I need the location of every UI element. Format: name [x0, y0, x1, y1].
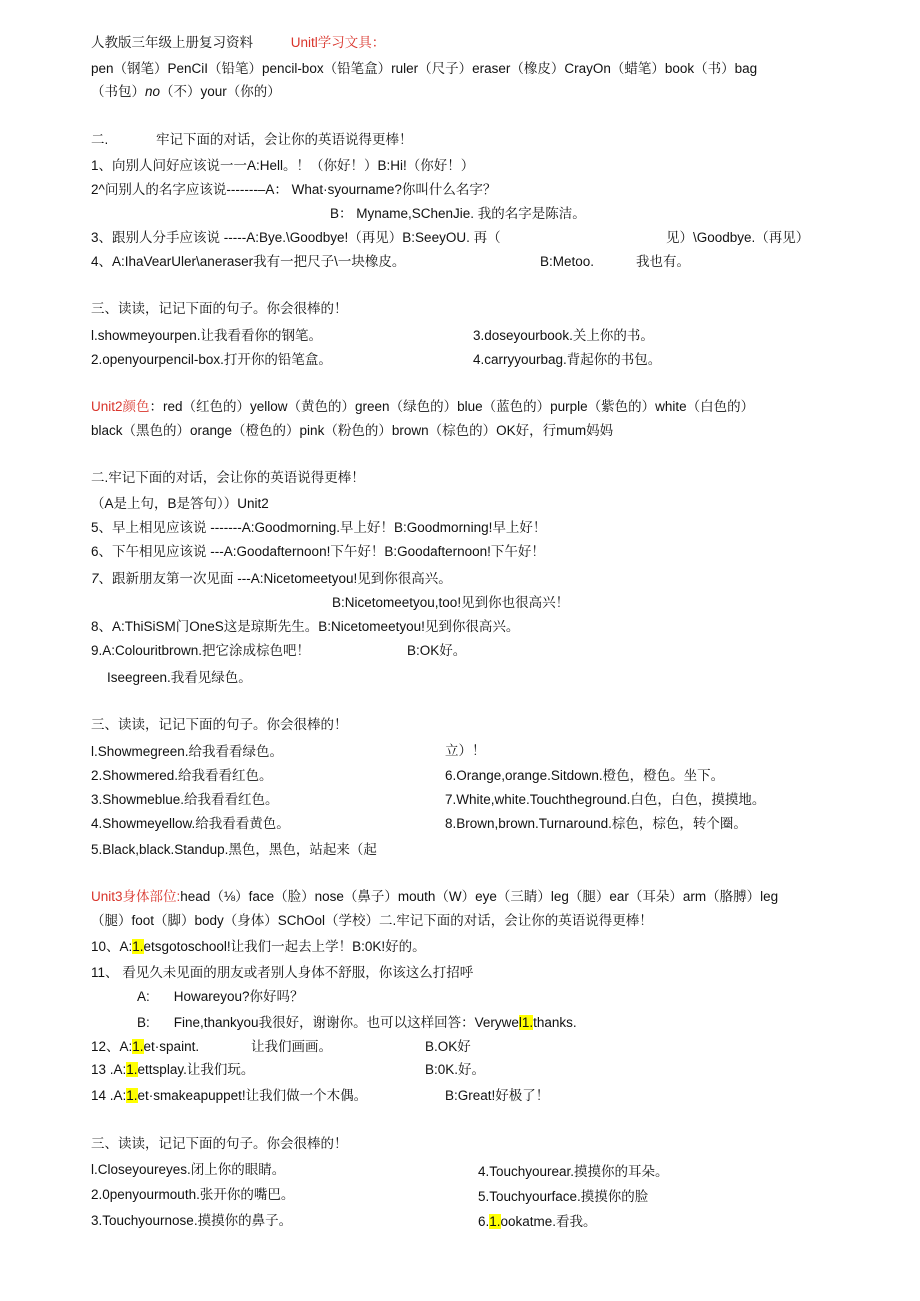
dialogue-2-answer: B： Myname,SChenJie. 我的名字是陈洁。	[330, 206, 586, 221]
dialogue-1: 1、向别人问好应该说一一A:Hell。！（你好！）B:Hi!（你好！）	[91, 158, 475, 173]
dialogue-11-a-text: Howareyou?你好吗？	[173, 989, 304, 1004]
color-sentence-1: l.Showmegreen.给我看看绿色。	[91, 744, 284, 759]
unit2-section2-heading: 二.牢记下面的对话，会让你的英语说得更棒！	[91, 470, 365, 485]
dialogue-11: 11、 看见久未见面的朋友或者别人身体不舒服，你该这么打招呼	[91, 965, 474, 980]
dialogue-6: 6、下午相见应该说 ---A:Goodafternoon!下午好！B:Goodafternoon!下午好！	[91, 544, 545, 559]
speaker-b-label: B:	[137, 1015, 150, 1030]
dialogue-11-b-text: Fine,thankyou我很好，谢谢你。也可以这样回答：Verywe	[173, 1015, 519, 1030]
body-sentence-4: 4.Touchyourear.摸摸你的耳朵。	[478, 1164, 669, 1179]
color-sentence-6: 6.Orange,orange.Sitdown.橙色，橙色。坐下。	[445, 768, 725, 783]
highlight-mark: 1.	[126, 1062, 138, 1077]
dialogue-9-extra: Iseegreen.我看见绿色。	[107, 670, 252, 685]
dialogue-14-prefix: 14 .A:	[91, 1088, 127, 1103]
dialogue-11-a	[137, 988, 304, 1006]
unit3-vocab-line1	[91, 888, 778, 906]
color-sentence-7: 7.White,white.Touchtheground.白色，白色，摸摸地。	[445, 792, 766, 807]
unit3-heading: Unit3身体部位:	[91, 889, 181, 904]
dialogue-7	[91, 570, 452, 588]
sentence-4: 4.carryyourbag.背起你的书包。	[473, 352, 662, 367]
unit3-section3-heading: 三、读读，记记下面的句子。你会很棒的！	[91, 1136, 348, 1151]
section-number: 二.	[91, 132, 109, 147]
dialogue-14-text: et·smakeapuppet!让我们做一个木偶。	[137, 1088, 368, 1103]
highlight-mark: 1.	[132, 1039, 144, 1054]
body-sentence-5: 5.Touchyourface.摸摸你的脸	[478, 1189, 649, 1204]
highlight-mark: l1.	[518, 1015, 534, 1030]
doc-title: 人教版三年级上册复习资料	[91, 35, 253, 50]
unit1-vocab-line2	[91, 83, 281, 101]
dialogue-3: 3、跟别人分手应该说 -----A:Bye.\Goodbye!（再见）B:SeeyOU. 再（	[91, 230, 501, 245]
unit2-vocab-line1	[91, 398, 754, 416]
dialogue-14	[91, 1087, 367, 1105]
body-sentence-1: l.Closeyoureyes.闭上你的眼睛。	[91, 1162, 286, 1177]
dialogue-7-number: 7	[91, 571, 99, 586]
sentence-3: 3.doseyourbook.关上你的书。	[473, 328, 654, 343]
unit1-vocab-line1: pen（钢笔）PenCiI（铅笔）pencil-box（铅笔盒）ruler（尺子）eraser（橡皮）CrayOn（蜡笔）book（书）bag	[91, 61, 758, 76]
dialogue-13-prefix: 13 .A:	[91, 1062, 127, 1077]
body-sentence-6-text: ookatme.看我。	[500, 1214, 597, 1229]
color-sentence-4: 4.Showmeyellow.给我看看黄色。	[91, 816, 290, 831]
unit2-vocab: ：red（红色的）yellow（黄色的）green（绿色的）blue（蓝色的）purple（紫色的）white（白色的）	[149, 399, 755, 414]
dialogue-7-answer: B:Nicetomeetyou,too!见到你也很高兴！	[332, 595, 570, 610]
highlight-mark: 1.	[126, 1088, 138, 1103]
body-sentence-6	[478, 1213, 597, 1231]
dialogue-12-text: et·spaint.	[143, 1039, 200, 1054]
unit1-heading: Unitl学习文具：	[290, 35, 386, 50]
unit3-vocab-line2: （腿）foot（脚）body（身体）SChOol（学校）二.牢记下面的对话，会让你的英语说得更棒！	[91, 913, 653, 928]
unit2-vocab-line2: black（黑色的）orange（橙色的）pink（粉色的）brown（棕色的）OK好，行mum妈妈	[91, 423, 614, 438]
speaker-a-label: A:	[137, 989, 150, 1004]
color-sentence-2: 2.Showmered.给我看看红色。	[91, 768, 273, 783]
unit1-section2-heading	[91, 131, 413, 149]
dialogue-4-answer-cn: 我也有。	[636, 254, 690, 269]
dialogue-11-b-end: thanks.	[533, 1015, 577, 1030]
doc-header	[91, 34, 385, 52]
highlight-mark: 1.	[132, 939, 144, 954]
color-sentence-5-tail: 立）！	[445, 743, 486, 758]
highlight-mark: 1.	[489, 1214, 501, 1229]
dialogue-10	[91, 938, 426, 956]
dialogue-4-answer: B:Metoo.	[540, 254, 595, 269]
dialogue-13-text: ettsplay.让我们玩。	[137, 1062, 255, 1077]
body-sentence-3: 3.Touchyournose.摸摸你的鼻子。	[91, 1213, 293, 1228]
color-sentence-3: 3.Showmeblue.给我看看红色。	[91, 792, 279, 807]
dialogue-12-prefix: 12、A:	[91, 1039, 133, 1054]
dialogue-13	[91, 1061, 254, 1079]
dialogue-12-answer: B.OK好	[425, 1039, 471, 1054]
dialogue-14-answer: B:Great!好极了！	[445, 1088, 550, 1103]
dialogue-2: 2^问别人的名字应该说-------–A： What·syourname?你叫什么名字？	[91, 182, 497, 197]
dialogue-10-text: etsgotoschool!让我们一起去上学！B:0K!好的。	[143, 939, 426, 954]
dialogue-4: 4、A:IhaVearUler\aneraser我有一把尺子\一块橡皮。	[91, 254, 406, 269]
color-sentence-8: 8.Brown,brown.Turnaround.棕色，棕色，转个圈。	[445, 816, 747, 831]
dialogue-9: 9.A:Colouritbrown.把它涂成棕色吧！	[91, 643, 311, 658]
dialogue-12	[91, 1038, 199, 1056]
dialogue-3-tail: 见）\Goodbye.（再见）	[666, 230, 810, 245]
unit1-section3-heading: 三、读读，记记下面的句子。你会很棒的！	[91, 301, 348, 316]
dialogue-11-b	[137, 1014, 577, 1032]
body-sentence-2: 2.0penyourmouth.张开你的嘴巴。	[91, 1187, 295, 1202]
sentence-1: l.showmeyourpen.让我看看你的钢笔。	[91, 328, 323, 343]
unit2-section2-note: （A是上句，B是答句））Unit2	[91, 496, 269, 511]
vocab-no-your: （不）your（你的）	[160, 84, 281, 99]
dialogue-10-prefix: 10、A:	[91, 939, 133, 954]
dialogue-12-cn: 让我们画画。	[251, 1039, 332, 1054]
unit2-section3-heading: 三、读读，记记下面的句子。你会很棒的！	[91, 717, 348, 732]
sentence-2: 2.openyourpencil-box.打开你的铅笔盒。	[91, 352, 332, 367]
unit2-heading: Unit2颜色	[91, 399, 150, 414]
unit3-vocab: head（⅛）face（脸）nose（鼻子）mouth（W）eye（三睛）leg（腿）ear（耳朵）arm（胳膊）leg	[180, 889, 779, 904]
dialogue-7-text: 、跟新朋友第一次见面 ---A:Nicetomeetyou!见到你很高兴。	[98, 571, 452, 586]
dialogue-5: 5、早上相见应该说 -------A:Goodmorning.早上好！B:Goodmorning!早上好！	[91, 520, 547, 535]
color-sentence-5: 5.Black,black.Standup.黑色，黑色，站起来（起	[91, 842, 377, 857]
dialogue-8: 8、A:ThiSiSM门OneS这是琼斯先生。B:Nicetomeetyou!见到你很高兴。	[91, 619, 520, 634]
dialogue-13-answer: B:0K.好。	[425, 1062, 486, 1077]
dialogue-9-answer: B:OK好。	[407, 643, 467, 658]
section-title: 牢记下面的对话，会让你的英语说得更棒！	[156, 132, 413, 147]
body-sentence-6-number: 6.	[478, 1214, 490, 1229]
vocab-no: no	[145, 84, 161, 99]
vocab-bag-meaning: （书包）	[91, 84, 145, 99]
